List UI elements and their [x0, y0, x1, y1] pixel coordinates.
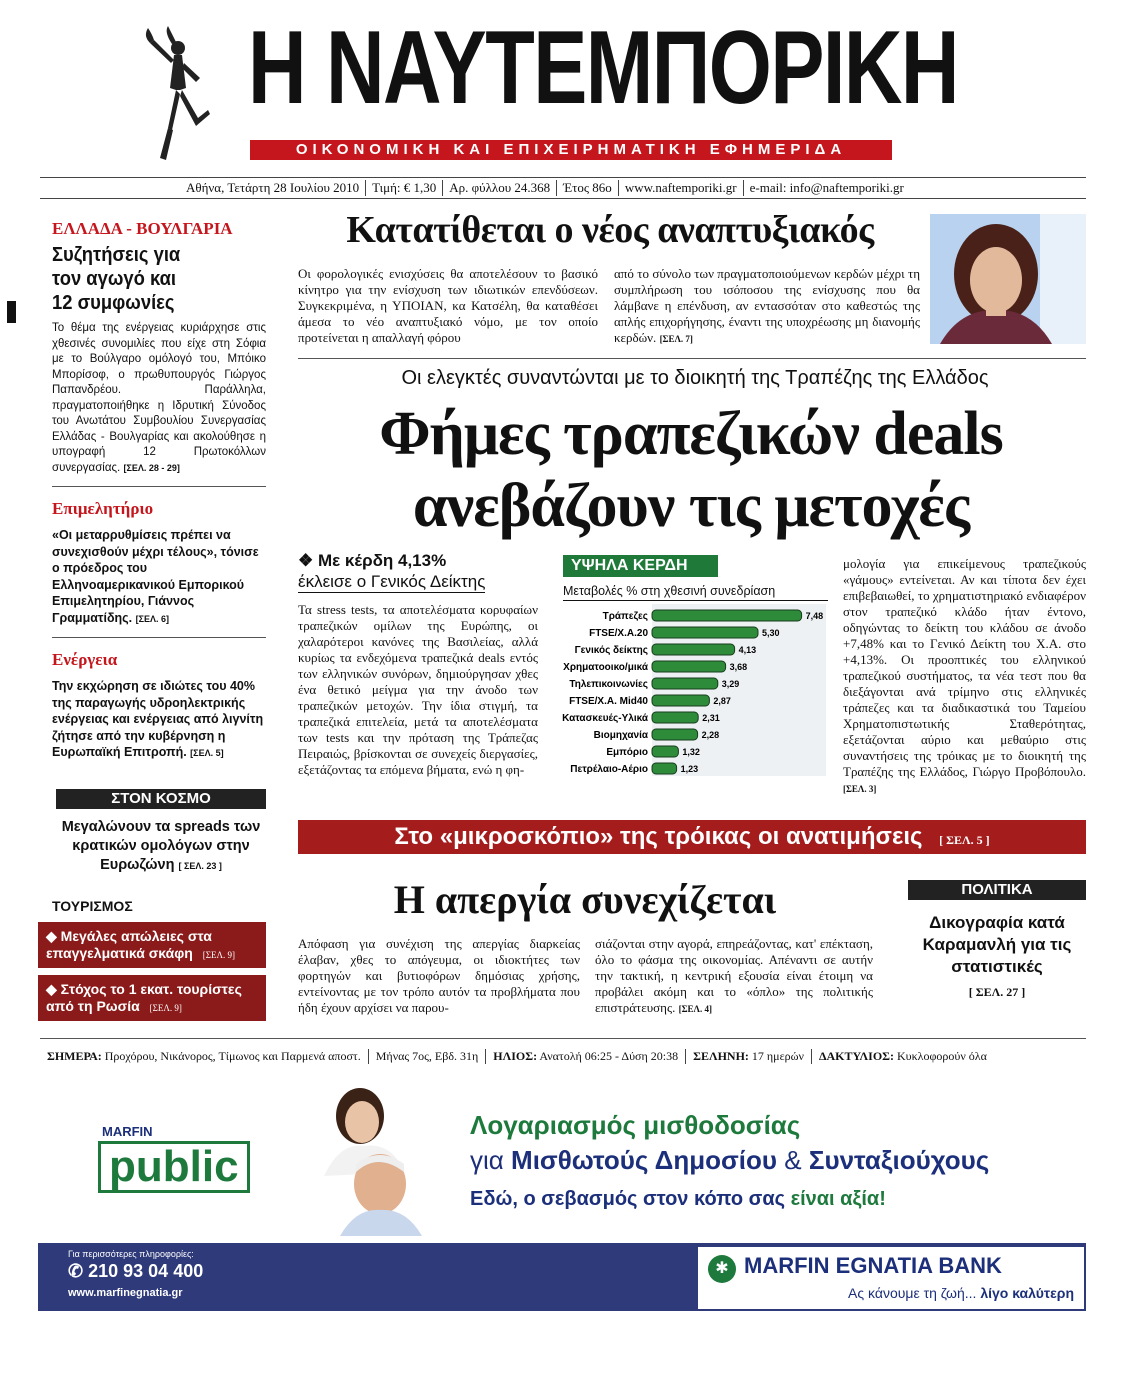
- story1-col2-text: από το σύνολο των πραγματοποιούμενων κερδών μέχρι τη συμπλήρωση του ισόποσου της ενίσχυσης που θα λάμβανε η επένδυση, αν εντασσόταν στο καθεστώς της απλής επιχορήγησης, έναντι της υποχρέωσης μη διανομής κερδών.: [614, 266, 920, 345]
- almanac-ring: [812, 1049, 994, 1064]
- almanac-strip: [40, 1047, 1086, 1065]
- sidebar-section-tourism: ΤΟΥΡΙΣΜΟΣ: [52, 898, 133, 914]
- almanac-ring-label: ΔΑΚΤΥΛΙΟΣ:: [818, 1048, 895, 1063]
- ad-line2-d: Συνταξιούχους: [808, 1145, 990, 1175]
- ad-contact-bar: [38, 1243, 1086, 1311]
- chart-bar: [652, 712, 698, 723]
- tourism-item-1-ref: [ΣΕΛ. 9]: [202, 950, 235, 960]
- sidebar-body-energy: [52, 678, 266, 762]
- almanac-ring-value: Κυκλοφορούν όλα: [897, 1048, 987, 1063]
- almanac-month: Μήνας 7ος, Εβδ. 31η: [369, 1049, 487, 1064]
- sidebar-body-chamber-text: «Οι μεταρρυθμίσεις πρέπει να συνεχισθούν μέχρι τέλους», τόνισε ο πρόεδρος του Ελληνοαμερικανικού Εμπορικού Επιμελητηρίου, Γιάννος Γραμματίδης.: [52, 528, 259, 625]
- politics-headline: Δικογραφία κατά Καραμανλή για τις στατιστικές: [922, 913, 1072, 976]
- dateline: [40, 177, 1086, 199]
- ad-phone: [68, 1261, 203, 1282]
- divider: [298, 358, 1086, 359]
- tourism-item-2-text: ◆ Στόχος το 1 εκατ. τουρίστες από τη Ρωσία: [46, 981, 242, 1014]
- story2-ref: [ΣΕΛ. 3]: [843, 784, 877, 794]
- chart-category-label: Τηλεπικοινωνίες: [569, 679, 648, 690]
- phone-icon: ✆: [68, 1261, 84, 1281]
- ad-line3-b: είναι αξία!: [790, 1188, 886, 1210]
- ad-phone-number: 210 93 04 400: [88, 1261, 204, 1281]
- chart-bar: [652, 661, 726, 672]
- politics-section: ΠΟΛΙΤΙΚΑ: [908, 880, 1086, 900]
- ad-bank-name: MARFIN EGNATIA BANK: [744, 1253, 1002, 1278]
- troika-banner: [298, 820, 1086, 854]
- sidebar: [52, 215, 266, 762]
- issue-number: Αρ. φύλλου 24.368: [443, 180, 557, 196]
- ad-brand-big: public: [98, 1141, 250, 1193]
- portrait-photo: [930, 214, 1086, 344]
- sidebar-body-pipeline-text: Το θέμα της ενέργειας κυριάρχησε στις χθεσινές συνομιλίες που είχε στη Σόφια με το Βούλγαρο ομόλογό του, Μπόικο Μπορίσοφ, ο πρωθυπουργός Γιώργος Παπανδρέου. Παράλληλα, πραγματοποιήθηκε η Ιδρυτική Σύνοδος του Ανωτάτου Συμβουλίου Συνεργασίας Ελλάδας - Βουλγαρίας και ακολούθησε η υπογραφή 12 Πρωτοκόλλων συνεργασίας.: [52, 322, 266, 474]
- sidebar-ref-world: [ ΣΕΛ. 23 ]: [178, 861, 222, 871]
- chart-bar: [652, 610, 802, 621]
- chart-category-label: Γενικός δείκτης: [574, 645, 648, 656]
- ad-line2-a: για: [470, 1145, 512, 1175]
- masthead-subtitle: ΟΙΚΟΝΟΜΙΚΗ ΚΑΙ ΕΠΙΧΕΙΡΗΜΑΤΙΚΗ ΕΦΗΜΕΡΙΔΑ: [250, 140, 892, 160]
- almanac-today: [40, 1049, 369, 1064]
- chart-value-label: 7,48: [805, 611, 824, 621]
- sidebar-tourism-item-2: [38, 975, 266, 1021]
- chart-category-label: FTSE/X.A. Mid40: [569, 696, 648, 707]
- ad-couple-photo: [300, 1076, 440, 1236]
- sidebar-ref-energy: [ΣΕΛ. 5]: [190, 748, 224, 758]
- story3-col1: Απόφαση για συνέχιση της απεργίας διαρκείας έλαβαν, χθες το απόγευμα, οι ιδιοκτήτες των φορτηγών και βυτιοφόρων δημόσιας χρήσης, εντείνοντας με τον τρόπο αυτόν τα προβλήματα που ήδη έχουν αρχίσει να παρου-: [298, 936, 580, 1015]
- story2-subhead-line2: έκλεισε ο Γενικός Δείκτης: [298, 572, 486, 591]
- ad-site: www.marfinegnatia.gr: [68, 1287, 183, 1299]
- chart-bar: [652, 729, 698, 740]
- story1-col2: [614, 266, 920, 347]
- margin-marker: [7, 301, 16, 323]
- story2-col3-text: μολογία για επικείμενους τραπεζικούς «γάμους» εντείνεται. Αν και τίποτα δεν έχει επιβεβαιωθεί, το χρηματιστηριακό ενδιαφέρον στον τραπεζικό κλάδο ήταν έντονο, οδηγώντας το δείκτη του κλάδου σε άνοδο +7,48% και το Γενικό Δείκτη του Χ.Α. στο +4,13%. Οι προοπτικές του ελληνικού τραπεζικού συστήματος, τα νέα τεστ που θα διεξάγονται ανά τρίμηνο στις ελληνικές τράπεζες και τα διαδικαστικά του Ταμείου Χρηματοπιστωτικής Σταθερότητας, εξετάζονται αύριο και μεθαύριο στις συναντήσεις της τρόικας με το διοικητή της Τραπέζης της Ελλάδος, Γιώργο Προβόπουλο.: [843, 556, 1086, 779]
- bar-chart: [560, 604, 830, 776]
- year: Έτος 86ο: [557, 180, 619, 196]
- ad-line2-b: Μισθωτούς Δημοσίου: [511, 1145, 778, 1175]
- chart-bar: [652, 763, 677, 774]
- story2-col3: [843, 556, 1086, 797]
- hermes-logo: [138, 18, 218, 168]
- divider: [40, 1038, 1086, 1039]
- chart-subtitle: Μεταβολές % στη χθεσινή συνεδρίαση: [563, 584, 828, 601]
- chart-value-label: 1,32: [682, 747, 700, 757]
- story1-headline: Κατατίθεται ο νέος αναπτυξιακός: [346, 209, 874, 251]
- chart-category-label: Εμπόριο: [606, 747, 648, 758]
- story2-headline: [296, 398, 1086, 542]
- chart-bar: [652, 695, 709, 706]
- chart-value-label: 1,23: [680, 764, 699, 774]
- sidebar-section-world: ΣΤΟΝ ΚΟΣΜΟ: [56, 789, 266, 809]
- sidebar-section-energy: Ενέργεια: [52, 650, 118, 669]
- story3-col2-text: σιάζονται στην αγορά, επηρεάζοντας, κατ' επέκταση, όλο το φάσμα της οικονομίας. Απέναντι σε αυτήν την τακτική, η κεντρική εξουσία είναι έτοιμη να προβάλει ακόμη και το «όπλο» της πολιτικής επιστράτευσης.: [595, 936, 873, 1015]
- sidebar-tourism-item-1: [38, 922, 266, 968]
- ad-brand-logo: [98, 1124, 268, 1194]
- story2-kicker: Οι ελεγκτές συναντώνται με το διοικητή της Τραπέζης της Ελλάδος: [401, 367, 989, 389]
- story1-col1: Οι φορολογικές ενισχύσεις θα αποτελέσουν το βασικό κίνητρο για την ενίσχυση των ιδιωτικών επενδύσεων. Συγκεκριμένα, η ΥΠΟΙΑΝ, κα Κατσέλη, θα καταθέσει άμεσα το νέο αναπτυξιακό νόμο, με τον οποίο προτείνεται η απαλλαγή φόρου: [298, 266, 598, 345]
- story2-subhead: [298, 550, 548, 593]
- almanac-sun: [486, 1049, 686, 1064]
- ad-brand-small: MARFIN: [102, 1124, 153, 1139]
- chart-category-label: Κατασκευές-Υλικά: [562, 713, 648, 724]
- ad-info: Για περισσότερες πληροφορίες:: [68, 1249, 194, 1259]
- chart-value-label: 3,68: [729, 662, 748, 672]
- chart-category-label: Τράπεζες: [602, 611, 648, 622]
- ad-slogan-b: λίγο καλύτερη: [980, 1285, 1074, 1301]
- troika-banner-text: Στο «μικροσκόπιο» της τρόικας οι ανατιμήσεις: [394, 823, 923, 850]
- ad-text: [470, 1110, 1070, 1211]
- date: Αθήνα, Τετάρτη 28 Ιουλίου 2010: [180, 180, 366, 196]
- chart-value-label: 2,28: [701, 730, 720, 740]
- story3-col2: [595, 936, 873, 1017]
- chart-bar: [652, 746, 678, 757]
- chart-value-label: 2,31: [702, 713, 720, 723]
- chart-value-label: 2,87: [713, 696, 731, 706]
- chart-bar: [652, 678, 718, 689]
- ad-slogan: [848, 1285, 1074, 1301]
- story2-col1: Τα stress tests, τα αποτελέσματα κορυφαίων τραπεζικών ομίλων της Ευρώπης, οι χαλαρότεροι κανόνες της Βασιλείας, αλλά κυρίως τα ενδεχόμενα τραπεζικά deals εντός των ελληνικών συνόρων, δημιούργησαν χθες ένα θετικό μείγμα για την άνοδο των τραπεζικών μετοχών. Την ίδια στιγμή, τα τραπεζικά επιτελεία, μετά τα αποτελέσματα των tests και την πρόταση της Τράπεζας Πειραιώς, βρίσκονται σε συνεχείς διεργασίες, εξετάζοντας τα επόμενα βήματα, ενώ η φη-: [298, 602, 538, 777]
- sidebar-headline-pipeline: Συζητήσεις για τον αγωγό και 12 συμφωνίες: [52, 244, 181, 314]
- divider: [52, 637, 266, 638]
- troika-banner-ref: [ ΣΕΛ. 5 ]: [939, 833, 990, 847]
- website: www.naftemporiki.gr: [619, 180, 744, 196]
- chart-bar: [652, 644, 735, 655]
- chart-category-label: FTSE/X.A.20: [589, 628, 648, 639]
- masthead-title: Η ΝΑΥΤΕΜΠΟΡΙΚΗ: [248, 10, 958, 126]
- story2-subhead-line1: ❖ Με κέρδη 4,13%: [298, 551, 447, 570]
- bank-emblem-icon: ✱: [708, 1255, 736, 1283]
- almanac-moon-value: 17 ημερών: [751, 1048, 804, 1063]
- divider: [52, 486, 266, 487]
- chart-category-label: Βιομηχανία: [593, 730, 648, 741]
- chart-category-label: Χρηματοοικο/μικά: [563, 662, 648, 673]
- almanac-moon-label: ΣΕΛΗΝΗ:: [693, 1048, 749, 1063]
- story2-headline-line2: ανεβάζουν τις μετοχές: [412, 472, 970, 540]
- price: Τιμή: € 1,30: [366, 180, 443, 196]
- ad-line2-c: &: [777, 1145, 809, 1175]
- almanac-today-label: ΣΗΜΕΡΑ:: [47, 1048, 102, 1063]
- tourism-item-1-text: ◆ Μεγάλες απώλειες στα επαγγελματικά σκάφη: [46, 928, 212, 961]
- sidebar-body-world-text: Μεγαλώνουν τα spreads των κρατικών ομολόγων στην Ευρωζώνη: [61, 819, 261, 873]
- ad-line2: [470, 1145, 1070, 1176]
- politics-ref: [ ΣΕΛ. 27 ]: [968, 985, 1026, 999]
- chart-category-label: Πετρέλαιο-Αέριο: [570, 764, 648, 775]
- chart-bar: [652, 627, 758, 638]
- ad-slogan-a: Ας κάνουμε τη ζωή...: [848, 1285, 981, 1301]
- almanac-sun-label: ΗΛΙΟΣ:: [493, 1048, 538, 1063]
- ad-bank-box: [698, 1247, 1084, 1309]
- sidebar-ref-chamber: [ΣΕΛ. 6]: [135, 613, 170, 624]
- story3-headline: Η απεργία συνεχίζεται: [393, 877, 777, 922]
- ad-line1: Λογαριασμός μισθοδοσίας: [470, 1110, 801, 1140]
- email: e-mail: info@naftemporiki.gr: [749, 180, 904, 195]
- almanac-moon: [686, 1049, 812, 1064]
- chart-value-label: 5,30: [762, 628, 780, 638]
- tourism-item-2-ref: [ΣΕΛ. 9]: [149, 1003, 182, 1013]
- sidebar-ref-pipeline: [ΣΕΛ. 28 - 29]: [123, 462, 180, 473]
- chart-value-label: 3,29: [721, 679, 740, 689]
- sidebar-body-energy-text: Την εκχώρηση σε ιδιώτες του 40% της παραγωγής υδροηλεκτρικής ενέργειας και ενέργειας από λιγνίτη ζήτησε από την κυβέρνηση η Ευρωπαϊκή Επιτροπή.: [52, 679, 264, 759]
- almanac-today-value: Προχόρου, Νικάνορος, Τίμωνος και Παρμενά αποστ.: [104, 1048, 361, 1063]
- chart-value-label: 4,13: [738, 645, 757, 655]
- sidebar-body-chamber: [52, 527, 266, 627]
- sidebar-section-chamber: Επιμελητήριο: [52, 499, 154, 518]
- almanac-sun-value: Ανατολή 06:25 - Δύση 20:38: [539, 1048, 679, 1063]
- sidebar-body-pipeline: [52, 321, 266, 476]
- ad-line3: [470, 1188, 1070, 1211]
- story2-headline-line1: Φήμες τραπεζικών deals: [379, 400, 1003, 468]
- story1-ref: [ΣΕΛ. 7]: [659, 334, 693, 344]
- ad-line3-a: Εδώ, ο σεβασμός στον κόπο σας: [470, 1188, 791, 1210]
- sidebar-section-greece-bulgaria: ΕΛΛΑΔΑ - ΒΟΥΛΓΑΡΙΑ: [52, 219, 233, 238]
- sidebar-body-world: [56, 818, 266, 876]
- story3-ref: [ΣΕΛ. 4]: [678, 1004, 712, 1014]
- chart-title: ΥΨΗΛΑ ΚΕΡΔΗ: [563, 555, 718, 577]
